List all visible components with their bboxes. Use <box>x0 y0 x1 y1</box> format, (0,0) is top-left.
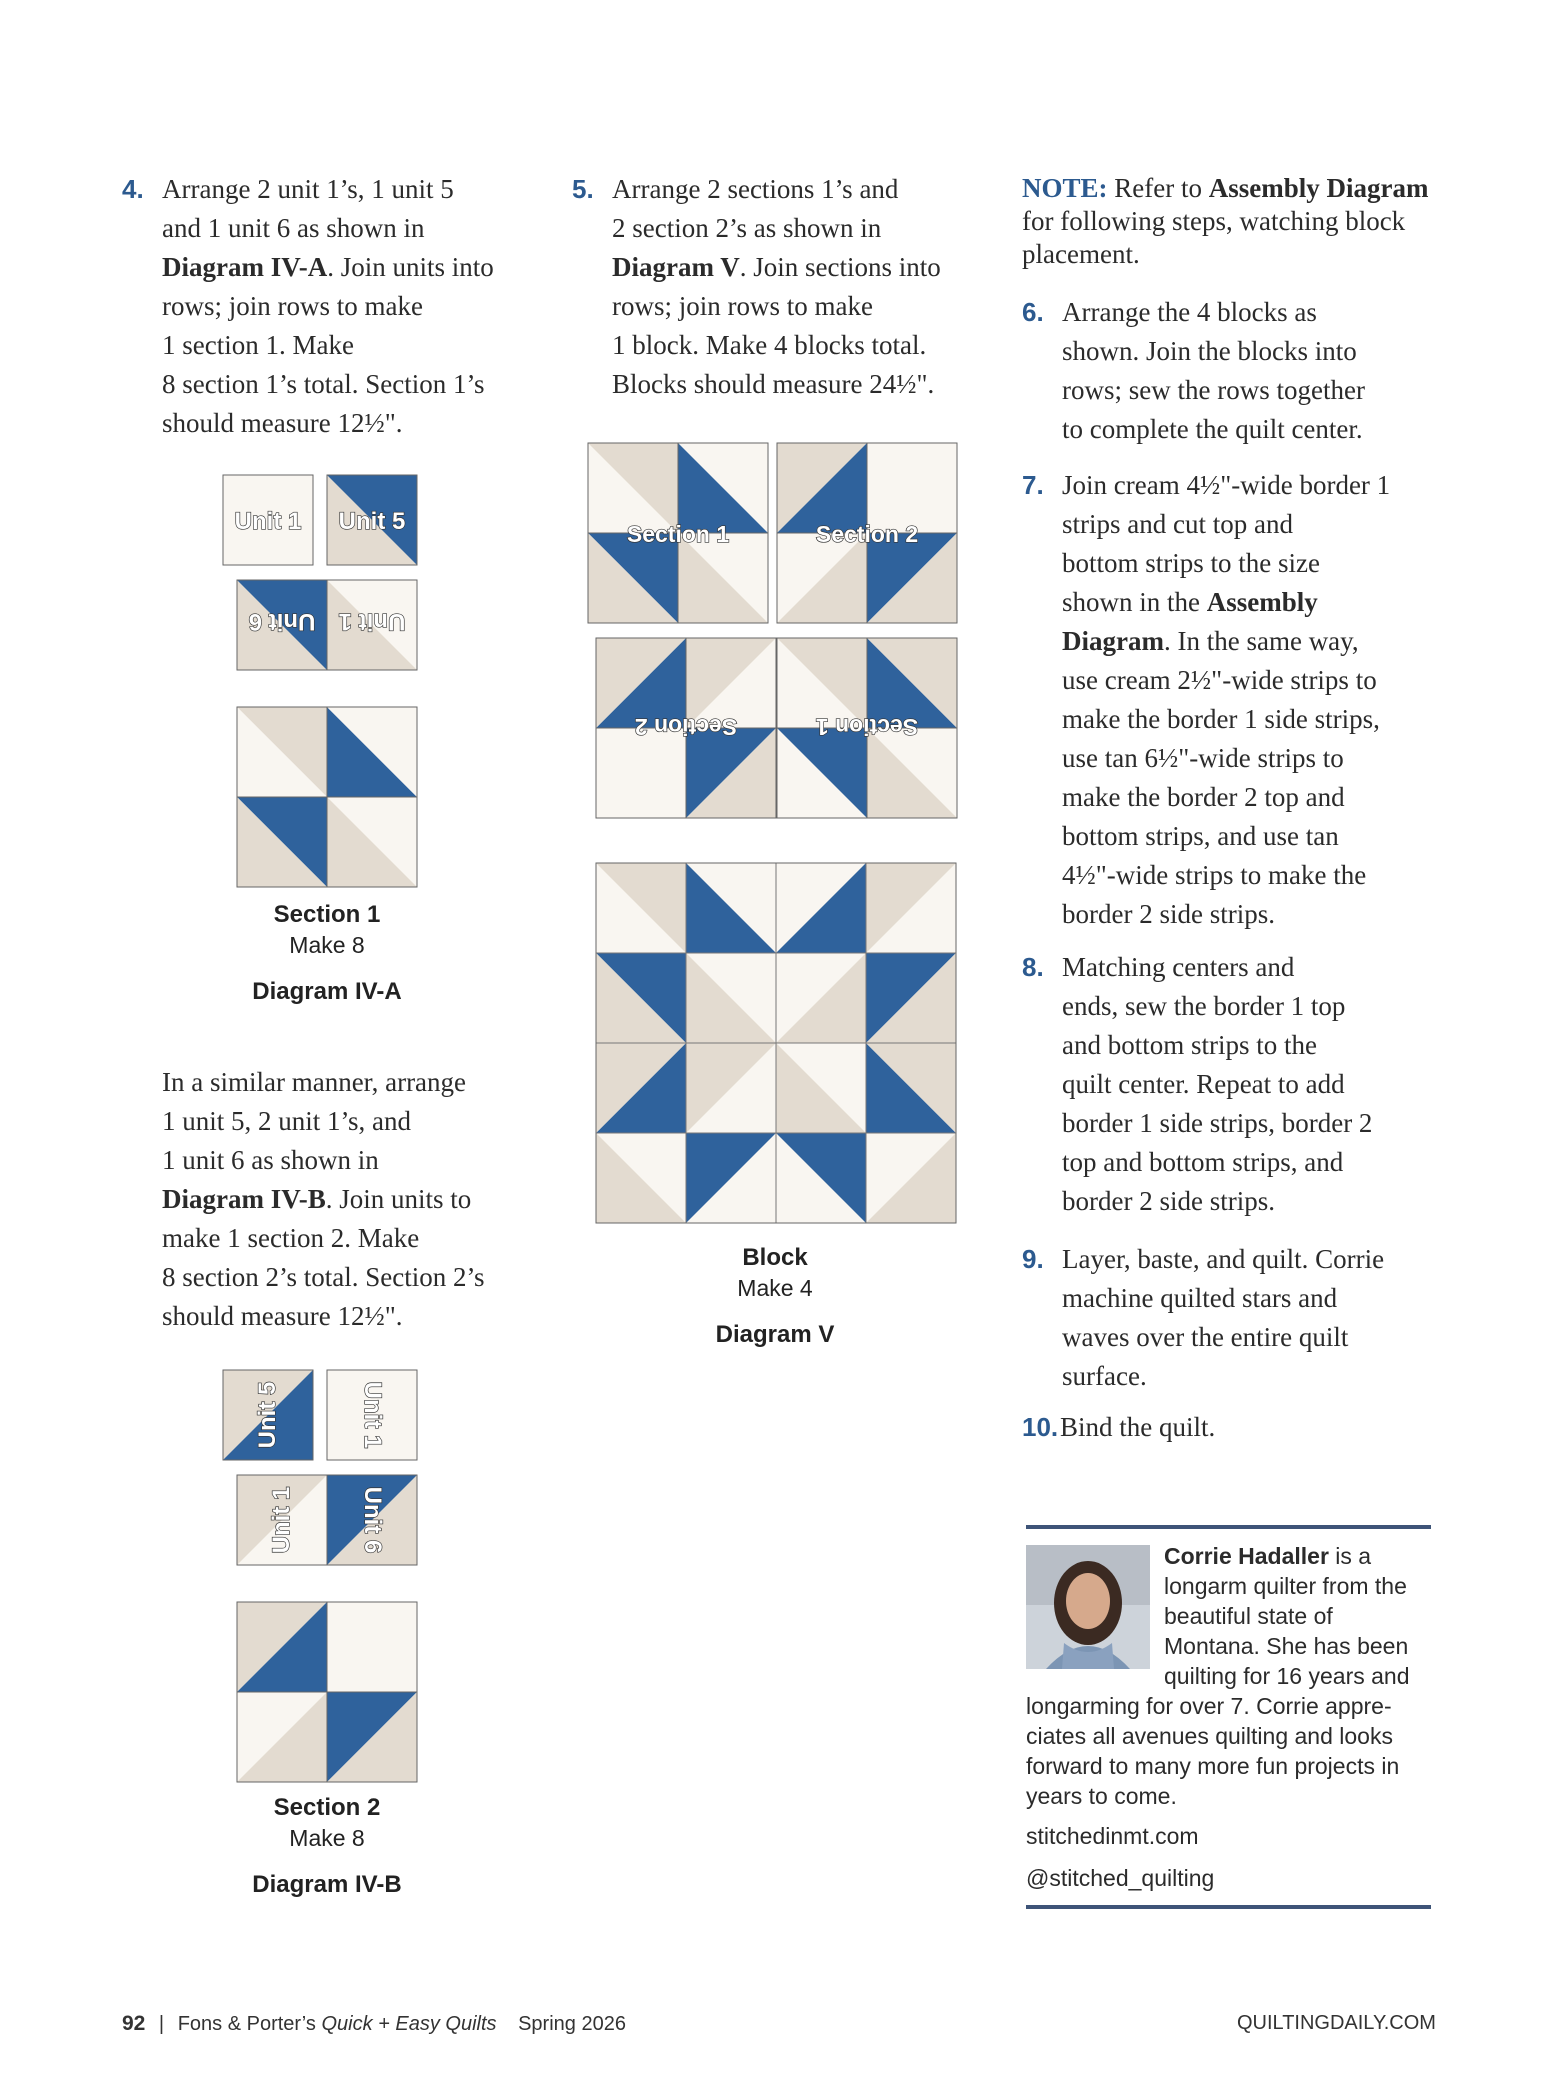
step-text: Arrange the 4 blocks as <box>1062 297 1317 327</box>
caption-diagram: Diagram IV-B <box>252 1871 402 1898</box>
step-text: Arrange 2 unit 1’s, 1 unit 5 <box>162 174 454 204</box>
note <box>1022 172 1432 271</box>
step-text: surface. <box>1062 1361 1147 1391</box>
unit-5-tile <box>327 475 417 565</box>
step-text: ends, sew the border 1 top <box>1062 991 1346 1021</box>
footer-issue: Spring 2026 <box>518 2013 626 2035</box>
svg-text:Unit 6: Unit 6 <box>359 1486 386 1554</box>
diagram-iv-a-caption <box>217 900 437 1006</box>
step-text: bottom strips to the size <box>1062 548 1320 578</box>
diagram-reference: Diagram IV-B <box>162 1184 326 1214</box>
step-number: 8. <box>1022 952 1044 982</box>
caption-make: Make 8 <box>289 1825 365 1851</box>
step-7 <box>1022 466 1452 934</box>
step-text: Diagram V. Join sections into <box>612 252 941 282</box>
paragraph-text: Diagram IV-B. Join units to <box>162 1184 472 1214</box>
section-1-block <box>588 443 768 623</box>
designer-bio <box>1026 1525 1431 1909</box>
diagram-iv-b <box>220 1367 440 1787</box>
step-text: border 1 side strips, border 2 <box>1062 1108 1373 1138</box>
step-text: Join cream 4½"-wide border 1 <box>1062 470 1391 500</box>
step-text: 1 section 1. Make <box>162 330 354 360</box>
step-text: Bind the quilt. <box>1060 1412 1216 1442</box>
step-text: strips and cut top and <box>1062 509 1293 539</box>
step-text: 2 section 2’s as shown in <box>612 213 882 243</box>
step-text: should measure 12½". <box>162 408 403 438</box>
note-label: NOTE: <box>1022 173 1108 203</box>
diagram-reference: Diagram <box>1062 626 1164 656</box>
step-9 <box>1022 1240 1452 1396</box>
star-block <box>596 863 956 1223</box>
step-text: machine quilted stars and <box>1062 1283 1338 1313</box>
svg-text:Section 2: Section 2 <box>634 714 738 740</box>
diagram-v <box>585 440 965 1230</box>
step-text: Layer, baste, and quilt. Corrie <box>1062 1244 1385 1274</box>
unit-1-tile <box>237 1475 327 1565</box>
step-10 <box>1022 1408 1452 1447</box>
step-8 <box>1022 948 1452 1221</box>
step-text: 8 section 1’s total. Section 1’s <box>162 369 485 399</box>
step-text: rows; join rows to make <box>612 291 873 321</box>
footer-publication: Fons & Porter’s <box>177 2013 316 2035</box>
svg-text:Section 1: Section 1 <box>626 521 730 547</box>
caption-make: Make 8 <box>289 932 365 958</box>
unit-6-tile <box>327 1475 417 1565</box>
unit-1-tile <box>327 1370 417 1460</box>
step-text: use tan 6½"-wide strips to <box>1062 743 1344 773</box>
step-text: rows; sew the rows together <box>1062 375 1365 405</box>
step-4 <box>122 170 542 443</box>
unit-6-tile <box>237 580 327 670</box>
step-text: bottom strips, and use tan <box>1062 821 1339 851</box>
caption-title: Section 1 <box>273 901 381 928</box>
page-number: 92 <box>122 2012 146 2035</box>
section-2-block-rotated <box>596 638 776 818</box>
svg-text:Unit 6: Unit 6 <box>248 608 316 635</box>
step-text: waves over the entire quilt <box>1062 1322 1349 1352</box>
bio-social-handle[interactable]: @stitched_quilting <box>1026 1865 1215 1891</box>
diagram-reference: Assembly <box>1206 587 1318 617</box>
diagram-reference: Diagram IV-A <box>162 252 328 282</box>
svg-text:Unit 5: Unit 5 <box>254 1381 281 1449</box>
svg-text:Section 2: Section 2 <box>815 521 919 547</box>
diagram-v-caption <box>665 1243 885 1349</box>
bio-text: Corrie Hadaller is a longarm quilter from the beautiful state of Montana. She has been quilting for 16 years and longarming for over 7. Corrie appreciates all avenues quilting and looks forward to many more fun projects in years to come. <box>1026 1543 1410 1809</box>
svg-text:Unit 1: Unit 1 <box>338 608 406 635</box>
unit-1-tile <box>327 580 417 670</box>
diagram-iv-b-caption <box>217 1793 437 1899</box>
note-reference: Assembly Diagram <box>1208 173 1429 203</box>
paragraph-text: should measure 12½". <box>162 1301 403 1331</box>
footer-magazine-title: Quick + Easy Quilts <box>321 2013 497 2035</box>
footer-site[interactable]: QUILTINGDAILY.COM <box>1237 2012 1436 2034</box>
caption-diagram: Diagram IV-A <box>252 978 402 1005</box>
diagram-iv-a <box>220 472 440 892</box>
page-footer <box>122 2012 626 2036</box>
step-text: 4½"-wide strips to make the <box>1062 860 1367 890</box>
bio-website-link[interactable]: stitchedinmt.com <box>1026 1823 1199 1849</box>
section-1-block <box>237 707 417 887</box>
section-1-block-rotated <box>777 638 957 818</box>
section-2-block <box>237 1602 417 1782</box>
paragraph-similar-manner <box>122 1063 542 1336</box>
note-text: for following steps, watching block placement. <box>1022 206 1406 269</box>
section-2-block <box>777 443 957 623</box>
designer-photo <box>1026 1545 1150 1669</box>
step-text: and 1 unit 6 as shown in <box>162 213 425 243</box>
caption-make: Make 4 <box>737 1275 813 1301</box>
step-number: 10. <box>1022 1412 1059 1442</box>
step-text: Matching centers and <box>1062 952 1295 982</box>
step-text: border 2 side strips. <box>1062 899 1275 929</box>
designer-name: Corrie Hadaller <box>1164 1543 1329 1569</box>
svg-text:Section 1: Section 1 <box>815 714 919 740</box>
step-text: border 2 side strips. <box>1062 1186 1275 1216</box>
step-text: Blocks should measure 24½". <box>612 369 935 399</box>
paragraph-text: 1 unit 6 as shown in <box>162 1145 379 1175</box>
step-text: rows; join rows to make <box>162 291 423 321</box>
step-text: Arrange 2 sections 1’s and <box>612 174 899 204</box>
diagram-reference: Diagram V <box>612 252 740 282</box>
caption-diagram: Diagram V <box>715 1321 835 1348</box>
footer-separator: | <box>158 2013 165 2035</box>
step-text: use cream 2½"-wide strips to <box>1062 665 1377 695</box>
paragraph-text: 8 section 2’s total. Section 2’s <box>162 1262 485 1292</box>
unit-5-tile <box>223 1370 313 1460</box>
paragraph-text: In a similar manner, arrange <box>162 1067 467 1097</box>
step-number: 4. <box>122 174 144 204</box>
svg-text:Unit 1: Unit 1 <box>359 1381 386 1449</box>
step-text: shown. Join the blocks into <box>1062 336 1357 366</box>
step-number: 9. <box>1022 1244 1044 1274</box>
svg-text:Unit 5: Unit 5 <box>338 508 406 535</box>
step-text: make the border 2 top and <box>1062 782 1345 812</box>
step-text: top and bottom strips, and <box>1062 1147 1344 1177</box>
step-text: 1 block. Make 4 blocks total. <box>612 330 927 360</box>
paragraph-text: 1 unit 5, 2 unit 1’s, and <box>162 1106 411 1136</box>
step-text: Diagram. In the same way, <box>1062 626 1359 656</box>
caption-title: Block <box>742 1244 808 1271</box>
step-text: to complete the quilt center. <box>1062 414 1363 444</box>
note-text: Refer to <box>1114 173 1202 203</box>
step-number: 6. <box>1022 297 1044 327</box>
svg-text:Unit 1: Unit 1 <box>268 1486 295 1554</box>
step-text: quilt center. Repeat to add <box>1062 1069 1345 1099</box>
step-number: 5. <box>572 174 594 204</box>
step-text: Diagram IV-A. Join units into <box>162 252 494 282</box>
step-text: shown in the Assembly <box>1062 587 1318 617</box>
caption-title: Section 2 <box>273 1794 381 1821</box>
step-number: 7. <box>1022 470 1044 500</box>
step-6 <box>1022 293 1452 449</box>
svg-text:Unit 1: Unit 1 <box>234 508 302 535</box>
step-text: and bottom strips to the <box>1062 1030 1317 1060</box>
step-text: make the border 1 side strips, <box>1062 704 1380 734</box>
paragraph-text: make 1 section 2. Make <box>162 1223 420 1253</box>
unit-1-tile <box>223 475 313 565</box>
step-5 <box>572 170 1002 404</box>
